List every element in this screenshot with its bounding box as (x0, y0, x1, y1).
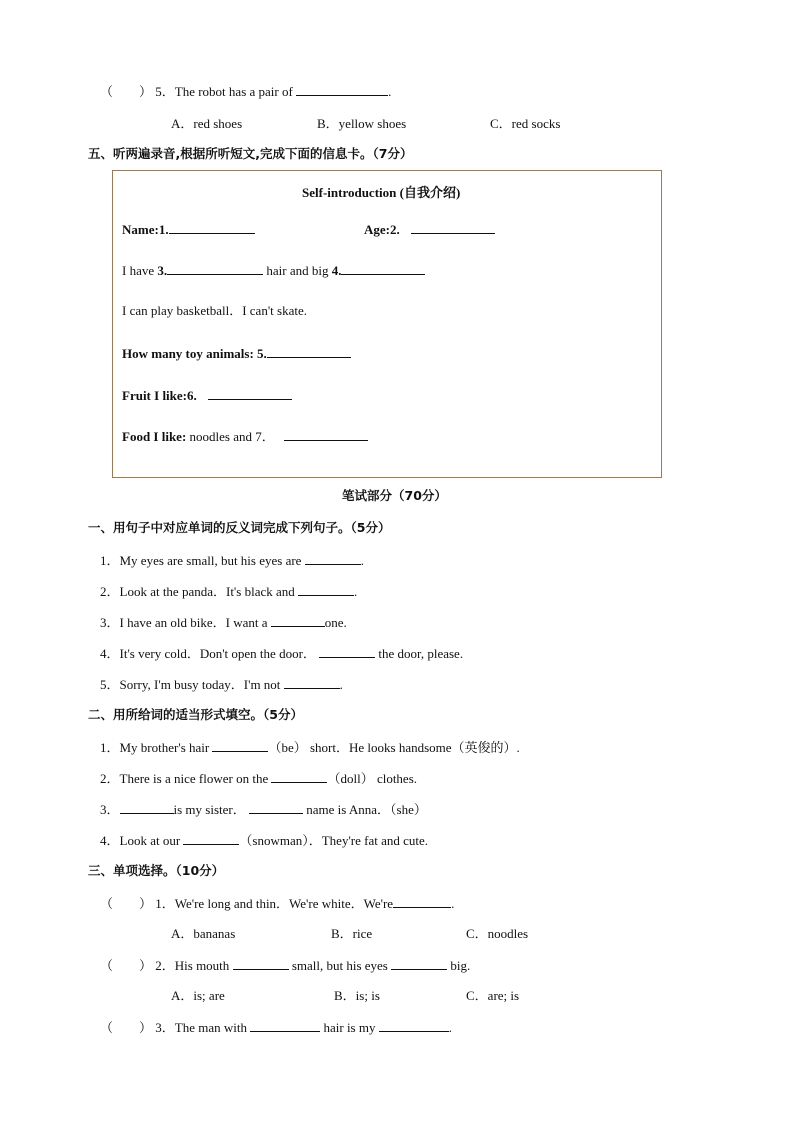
hair-blank[interactable] (167, 262, 263, 275)
food-blank[interactable] (284, 428, 368, 441)
section-2-heading: 二、用所给词的适当形式填空。（5分） (88, 707, 303, 722)
option-c: C．red socks (490, 116, 561, 131)
toys-label: How many toy animals: 5. (122, 346, 267, 361)
item-end: （snowman）．They're fat and cute. (239, 833, 429, 848)
info-card-title: Self-introduction (自我介绍) (302, 185, 461, 200)
answer-blank[interactable] (391, 957, 447, 970)
answer-blank[interactable] (271, 770, 327, 783)
mc2-option-a: A．is; are (171, 988, 225, 1003)
answer-blank[interactable] (250, 1019, 320, 1032)
hair-text: hair and big (266, 263, 329, 278)
item-end: one. (324, 615, 347, 630)
mc1-option-a: A．bananas (171, 926, 236, 941)
name-label: Name:1. (122, 222, 169, 237)
mc1-option-c: C．noodles (466, 926, 529, 941)
answer-blank[interactable] (393, 895, 451, 908)
item-text: 2．There is a nice flower on the (100, 771, 269, 786)
written-part-title: 笔试部分（70分） (342, 488, 447, 503)
section-1-item-3 (100, 614, 347, 631)
mc2-option-c: C．are; is (466, 988, 520, 1003)
can-row: I can play basketball．I can't skate. (122, 303, 307, 318)
option-a: A．red shoes (171, 116, 243, 131)
answer-blank[interactable] (120, 801, 174, 814)
fruit-label: Fruit I like:6. (122, 388, 197, 403)
answer-blank[interactable] (212, 739, 268, 752)
question-end: . (388, 84, 392, 99)
section-1-item-4 (100, 645, 463, 662)
fruit-blank[interactable] (208, 387, 292, 400)
section-3-heading: 三、单项选择。（10分） (88, 863, 225, 878)
name-row (122, 221, 255, 238)
item-end: （doll） clothes. (327, 771, 418, 786)
item-text: 5．Sorry, I'm busy today．I'm not (100, 677, 281, 692)
answer-blank[interactable] (298, 583, 354, 596)
question-stem: 1．We're long and thin．We're white．We're (155, 896, 394, 911)
answer-blank[interactable] (249, 801, 303, 814)
food-row (122, 428, 368, 445)
toys-blank[interactable] (267, 345, 351, 358)
mc-question-3 (100, 1019, 452, 1036)
section-2-item-3 (100, 801, 427, 818)
item-end: （be） short．He looks handsome（英俊的）. (268, 740, 520, 755)
blank-number-4: 4. (331, 263, 342, 278)
answer-blank[interactable] (296, 83, 388, 96)
food-text: noodles and 7． (189, 429, 275, 444)
question-end: . (448, 1020, 452, 1035)
answer-blank[interactable] (271, 614, 325, 627)
age-label: Age:2. (364, 222, 400, 237)
answer-blank[interactable] (379, 1019, 449, 1032)
answer-blank[interactable] (183, 832, 239, 845)
item-text: 3． (100, 802, 120, 817)
age-row (364, 221, 495, 238)
item-text: 4．Look at our (100, 833, 181, 848)
answer-blank[interactable] (284, 676, 340, 689)
item-end: . (354, 584, 358, 599)
item-end: . (339, 677, 343, 692)
question-text-2: hair is my (323, 1020, 376, 1035)
hair-row (122, 262, 425, 279)
section-1-item-5 (100, 676, 343, 693)
item-text: 3．I have an old bike．I want a (100, 615, 268, 630)
section-2-item-1 (100, 739, 520, 756)
answer-parentheses[interactable]: （ ） (100, 896, 153, 911)
question-end: big. (450, 958, 471, 973)
mc-question-1 (100, 895, 454, 912)
question-stem: 5．The robot has a pair of (155, 84, 293, 99)
question-5-line (100, 83, 391, 100)
item-end: name is Anna．（she） (306, 802, 427, 817)
question-end: . (451, 896, 455, 911)
option-b: B．yellow shoes (317, 116, 407, 131)
answer-parentheses[interactable]: （ ） (100, 1020, 153, 1035)
name-blank[interactable] (169, 221, 255, 234)
section-2-item-4 (100, 832, 428, 849)
age-blank[interactable] (411, 221, 495, 234)
section-1-heading: 一、用句子中对应单词的反义词完成下列句子。（5分） (88, 520, 391, 535)
fruit-row (122, 387, 292, 404)
food-label: Food I like: (122, 429, 187, 444)
question-stem: 3．The man with (155, 1020, 247, 1035)
section-1-item-2 (100, 583, 357, 600)
question-stem: 2．His mouth (155, 958, 230, 973)
question-text-2: small, but his eyes (291, 958, 388, 973)
item-end: the door, please. (378, 646, 464, 661)
item-end: . (360, 553, 364, 568)
item-text: 1．My eyes are small, but his eyes are (100, 553, 302, 568)
mc2-option-b: B．is; is (334, 988, 380, 1003)
feature-blank[interactable] (341, 262, 425, 275)
blank-number-3: 3. (157, 263, 168, 278)
answer-blank[interactable] (305, 552, 361, 565)
have-text: I have (122, 263, 155, 278)
mc1-option-b: B．rice (331, 926, 373, 941)
mc-question-2 (100, 957, 470, 974)
answer-parentheses[interactable]: （ ） (100, 958, 153, 973)
answer-parentheses: （ ） (100, 84, 153, 99)
toys-row (122, 345, 351, 362)
section-2-item-2 (100, 770, 417, 787)
item-text: 1．My brother's hair (100, 740, 210, 755)
answer-blank[interactable] (319, 645, 375, 658)
item-text: 4．It's very cold．Don't open the door． (100, 646, 316, 661)
answer-blank[interactable] (233, 957, 289, 970)
item-text-2: is my sister． (173, 802, 246, 817)
section-5-heading: 五、听两遍录音,根据所听短文,完成下面的信息卡。（7分） (88, 146, 413, 161)
section-1-item-1 (100, 552, 364, 569)
item-text: 2．Look at the panda．It's black and (100, 584, 295, 599)
